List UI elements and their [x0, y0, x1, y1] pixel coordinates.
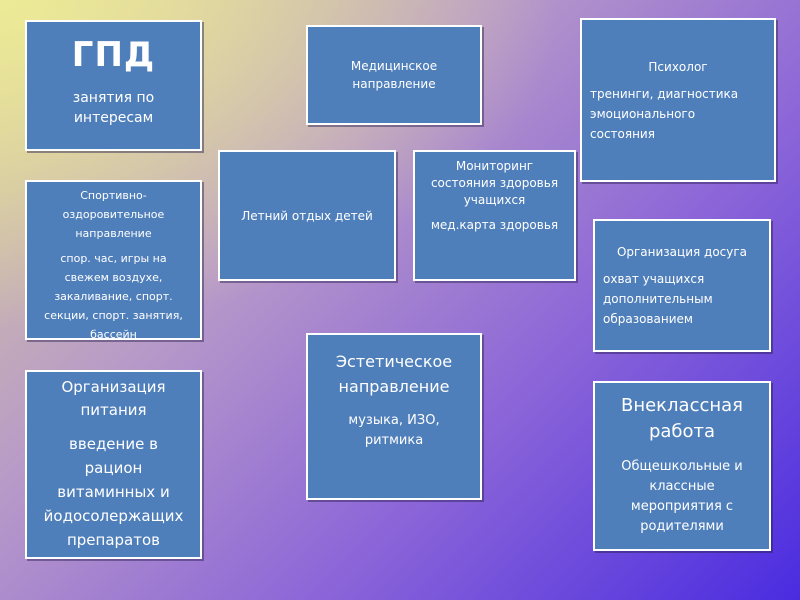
- psychologist-box: [580, 18, 776, 182]
- leisure-text: охват учащихся дополнительным образованием: [603, 272, 713, 326]
- gpd-title: ГПД: [71, 35, 156, 75]
- monitoring-box: [413, 150, 576, 281]
- gpd-box: [25, 20, 202, 151]
- aesthetic-text: музыка, ИЗО, ритмика: [348, 413, 440, 448]
- monitoring-text: мед.карта здоровья: [430, 218, 559, 232]
- sport-text: спор. час, игры на свежем воздухе, закаливание, спорт. секции, спорт. занятия, бассейн: [44, 252, 183, 341]
- sport-title: Спортивно- оздоровительное направление: [62, 189, 165, 240]
- summer-box: [218, 150, 396, 281]
- monitoring-title: Мониторинг состояния здоровья учащихся: [430, 159, 559, 207]
- leisure-box: [593, 219, 771, 352]
- psychologist-title: Психолог: [648, 60, 708, 74]
- gpd-text: занятия по интересам: [72, 90, 155, 126]
- medical-box: [306, 25, 482, 125]
- extracurricular-box: [593, 381, 771, 551]
- nutrition-text: введение в рацион витаминных и йодосолержащих препаратов: [43, 435, 184, 549]
- summer-title: Летний отдых детей: [241, 208, 373, 223]
- medical-title: Медицинское направление: [350, 59, 438, 91]
- nutrition-box: [25, 370, 202, 559]
- aesthetic-box: [306, 333, 482, 500]
- sport-box: [25, 180, 202, 340]
- psychologist-text: тренинги, диагностика эмоционального состояния: [590, 87, 739, 141]
- extracurricular-title: Внеклассная работа: [620, 395, 744, 442]
- extracurricular-text: Общешкольные и классные мероприятия с родителями: [621, 459, 743, 534]
- aesthetic-title: Эстетическое направление: [335, 352, 453, 396]
- nutrition-title: Организация питания: [61, 378, 166, 419]
- leisure-title: Организация досуга: [616, 245, 748, 259]
